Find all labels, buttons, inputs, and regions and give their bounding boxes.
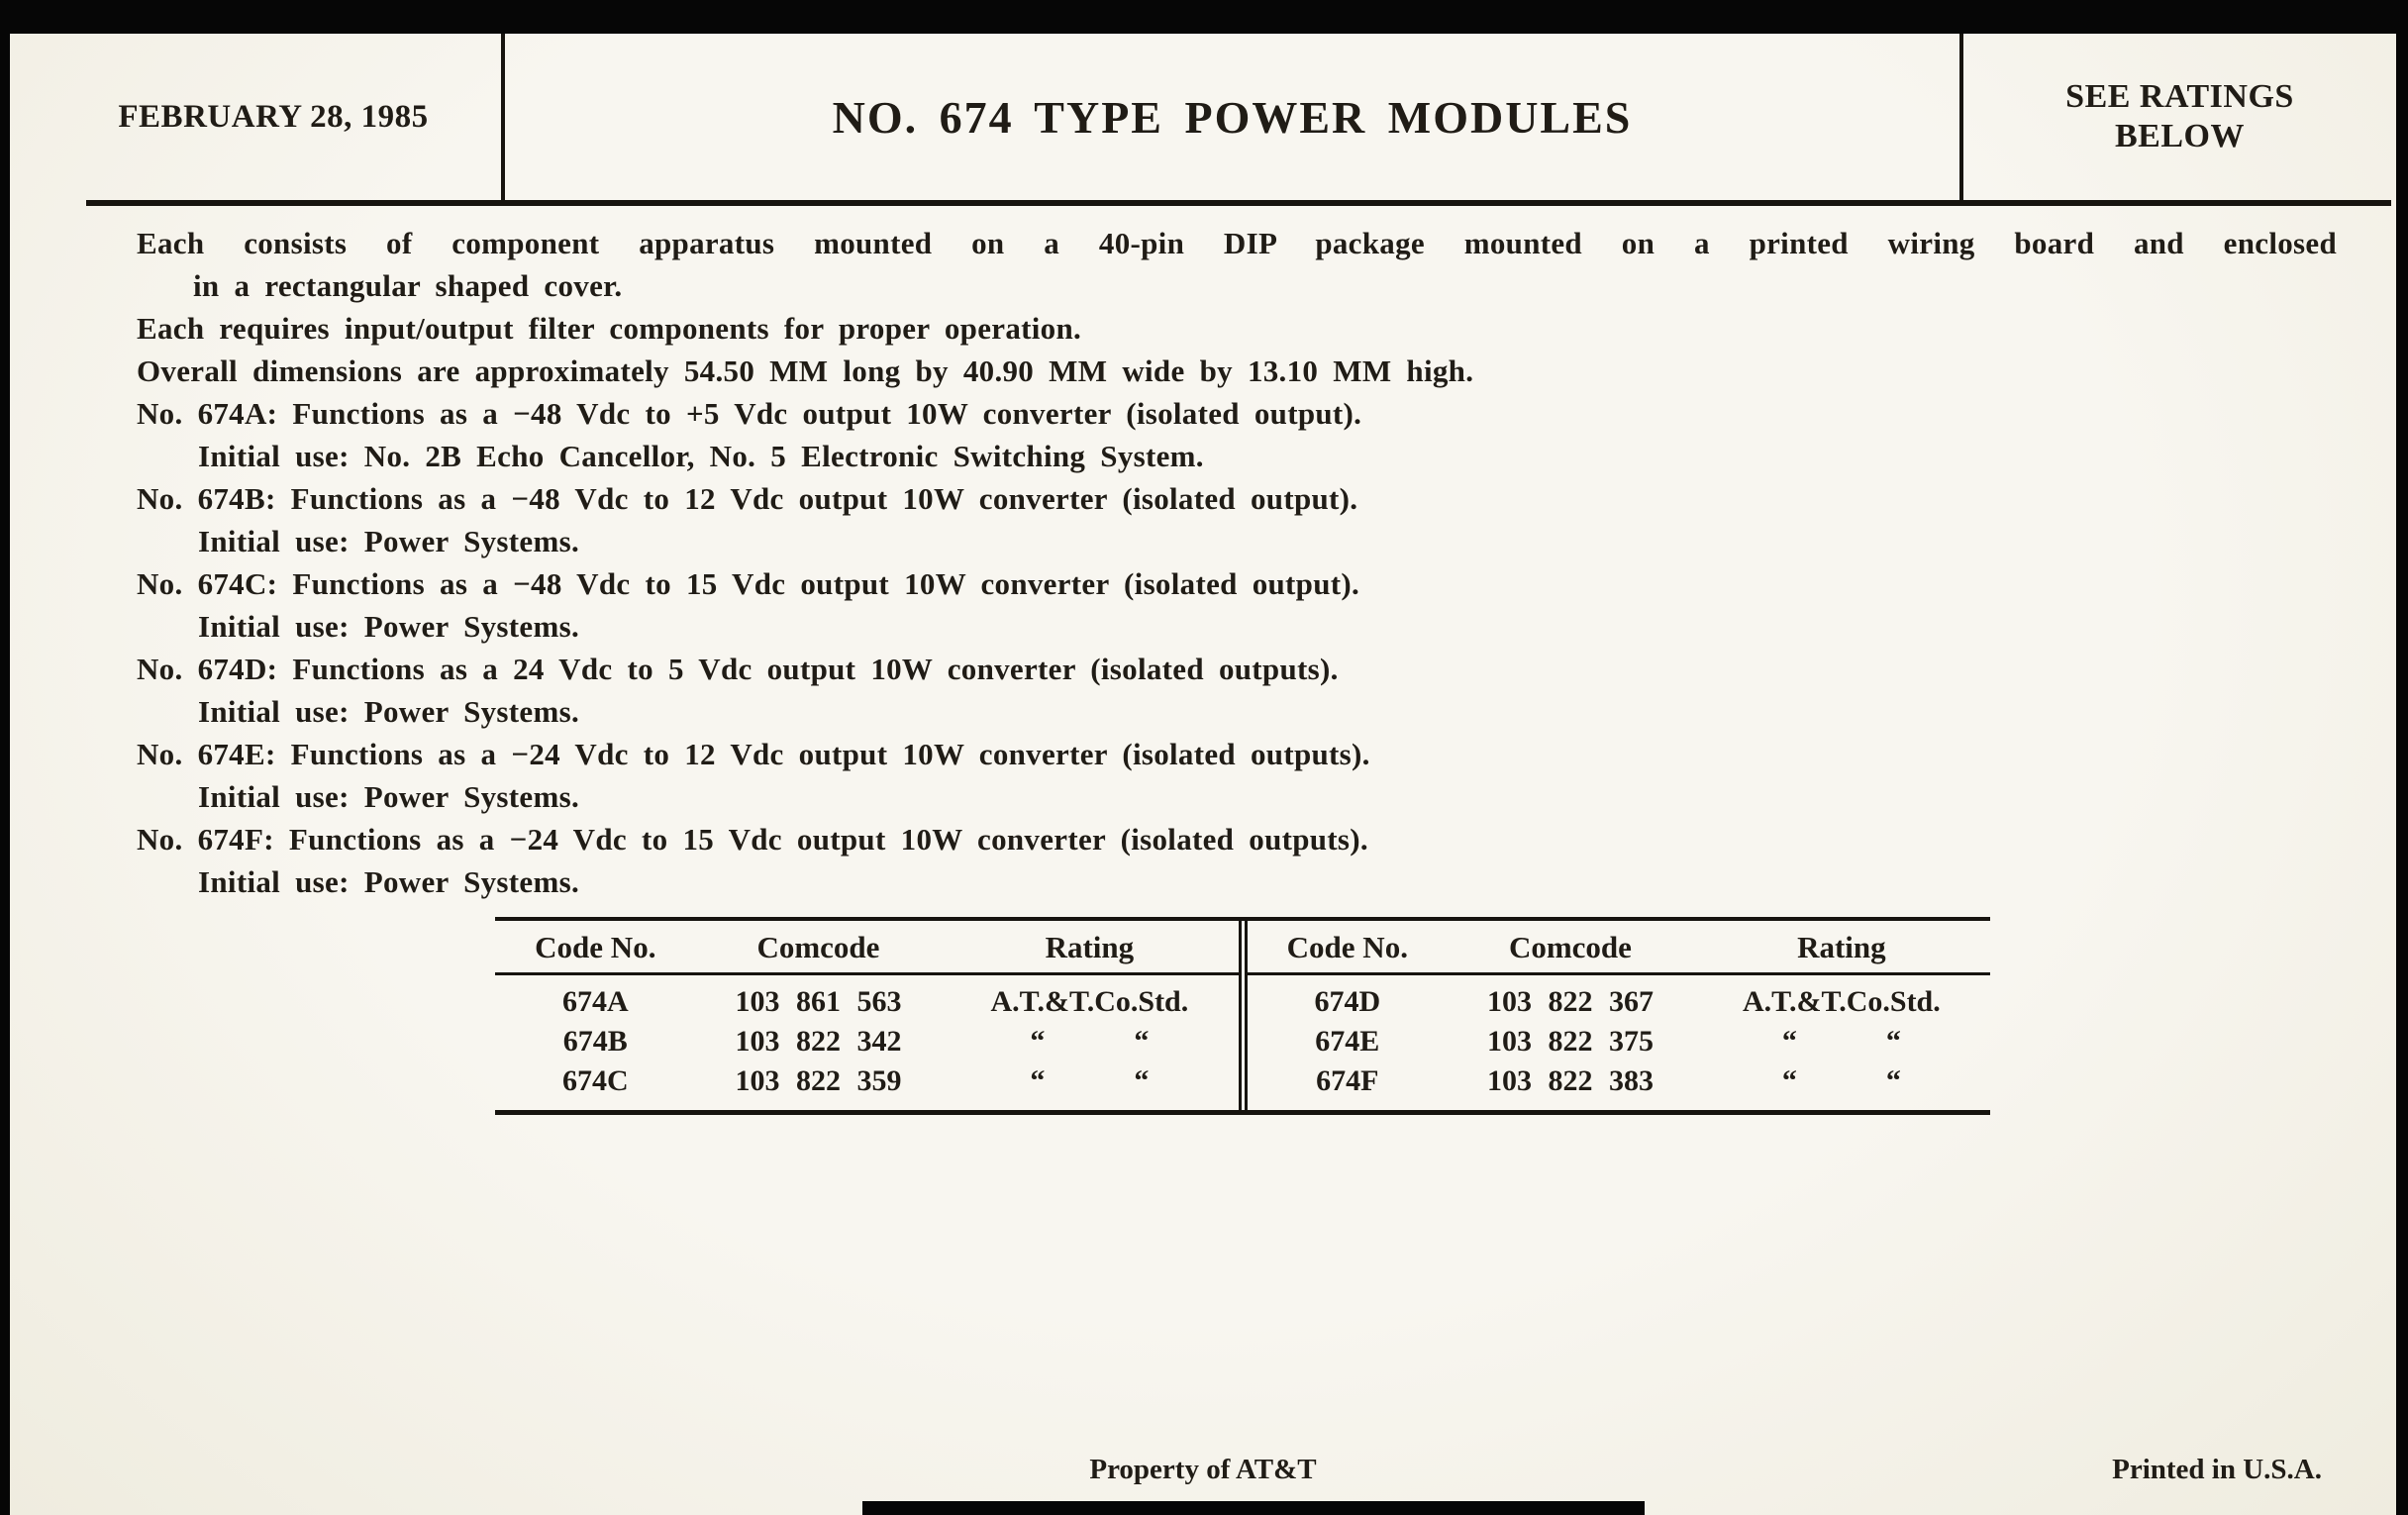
table-row [1248, 1061, 1991, 1101]
description-line-2: in a rectangular shaped cover. [193, 268, 623, 303]
table-header-comcode: Comcode [1508, 930, 1632, 964]
module-674b-line: No. 674B: Functions as a −48 Vdc to 12 Vdc output 10W converter (isolated output). [137, 481, 1358, 516]
table-cell-rating: “ “ [1781, 1064, 1901, 1097]
document-title: NO. 674 TYPE POWER MODULES [832, 91, 1633, 143]
table-cell-comcode: 103 822 383 [1486, 1064, 1654, 1097]
module-674d-line: No. 674D: Functions as a 24 Vdc to 5 Vdc output 10W converter (isolated outputs). [137, 652, 1339, 686]
module-674f-line: No. 674F: Functions as a −24 Vdc to 15 Vdc output 10W converter (isolated outputs). [137, 822, 1368, 857]
table-header-code-no: Code No. [535, 930, 656, 964]
scan-edge-top [0, 0, 2408, 34]
table-cell-rating: “ “ [1781, 1025, 1901, 1058]
table-cell-code: 674B [562, 1025, 628, 1058]
table-cell-rating: A.T.&T.Co.Std. [990, 985, 1189, 1018]
table-cell-comcode: 103 822 359 [735, 1064, 902, 1097]
table-row [495, 1061, 1239, 1101]
table-cell-comcode: 103 861 563 [735, 985, 902, 1018]
dimensions-line: Overall dimensions are approximately 54.50 MM long by 40.90 MM wide by 13.10 MM high. [137, 354, 1474, 388]
table-body-left [495, 975, 1239, 1110]
table-center-divider [1239, 921, 1248, 1110]
table-cell-rating: “ “ [1030, 1064, 1150, 1097]
ratings-table-right [1248, 921, 1991, 1110]
table-row [495, 1022, 1239, 1061]
table-cell-code: 674F [1316, 1064, 1379, 1097]
module-674f-initial-use-line: Initial use: Power Systems. [198, 864, 580, 899]
table-row [1248, 982, 1991, 1022]
table-header-rating: Rating [1797, 930, 1886, 964]
table-cell-code: 674D [1314, 985, 1381, 1018]
table-cell-comcode: 103 822 367 [1486, 985, 1654, 1018]
property-notice: Property of AT&T [1089, 1454, 1317, 1485]
header-title-cell [505, 34, 1963, 200]
document-header [10, 34, 2396, 200]
printed-in-usa-notice: Printed in U.S.A. [2112, 1454, 2322, 1485]
document-footer [10, 1454, 2396, 1489]
document-date: FEBRUARY 28, 1985 [118, 98, 429, 135]
ratings-table [495, 917, 1990, 1115]
ratings-note-line-2: BELOW [2115, 118, 2245, 154]
ratings-note-line-1: SEE RATINGS [2065, 78, 2294, 115]
table-header-row [495, 921, 1239, 972]
table-cell-code: 674E [1315, 1025, 1380, 1058]
module-674e-initial-use-line: Initial use: Power Systems. [198, 779, 580, 814]
ratings-table-left [495, 921, 1239, 1110]
document-body [10, 206, 2396, 903]
table-cell-code: 674A [561, 985, 629, 1018]
module-674a-initial-use-line: Initial use: No. 2B Echo Cancellor, No. 5 Electronic Switching System. [198, 439, 1204, 473]
module-674c-line: No. 674C: Functions as a −48 Vdc to 15 Vdc output 10W converter (isolated output). [137, 566, 1360, 601]
table-cell-code: 674C [561, 1064, 629, 1097]
module-674d-initial-use-line: Initial use: Power Systems. [198, 694, 580, 729]
table-cell-rating: “ “ [1030, 1025, 1150, 1058]
table-header-rating: Rating [1045, 930, 1135, 964]
table-row [1248, 1022, 1991, 1061]
module-674e-line: No. 674E: Functions as a −24 Vdc to 12 Vdc output 10W converter (isolated outputs). [137, 737, 1370, 771]
document-page [10, 34, 2396, 1515]
module-674c-initial-use-line: Initial use: Power Systems. [198, 609, 580, 644]
table-cell-comcode: 103 822 375 [1486, 1025, 1654, 1058]
header-date-cell [10, 34, 505, 200]
header-ratings-cell [1963, 34, 2396, 200]
table-header-code-no: Code No. [1286, 930, 1408, 964]
module-674a-line: No. 674A: Functions as a −48 Vdc to +5 Vdc output 10W converter (isolated output). [137, 396, 1362, 431]
table-row [495, 982, 1239, 1022]
table-header-comcode: Comcode [756, 930, 880, 964]
module-674b-initial-use-line: Initial use: Power Systems. [198, 524, 580, 558]
table-body-right [1248, 975, 1991, 1110]
scan-edge-bottom [862, 1501, 1645, 1515]
table-header-row [1248, 921, 1991, 972]
table-cell-rating: A.T.&T.Co.Std. [1743, 985, 1941, 1018]
description-line-1: Each consists of component apparatus mounted on a 40-pin DIP package mounted on a printed wiring board and enclosed [137, 226, 2337, 260]
table-cell-comcode: 103 822 342 [735, 1025, 902, 1058]
filter-note-line: Each requires input/output filter components for proper operation. [137, 311, 1082, 346]
